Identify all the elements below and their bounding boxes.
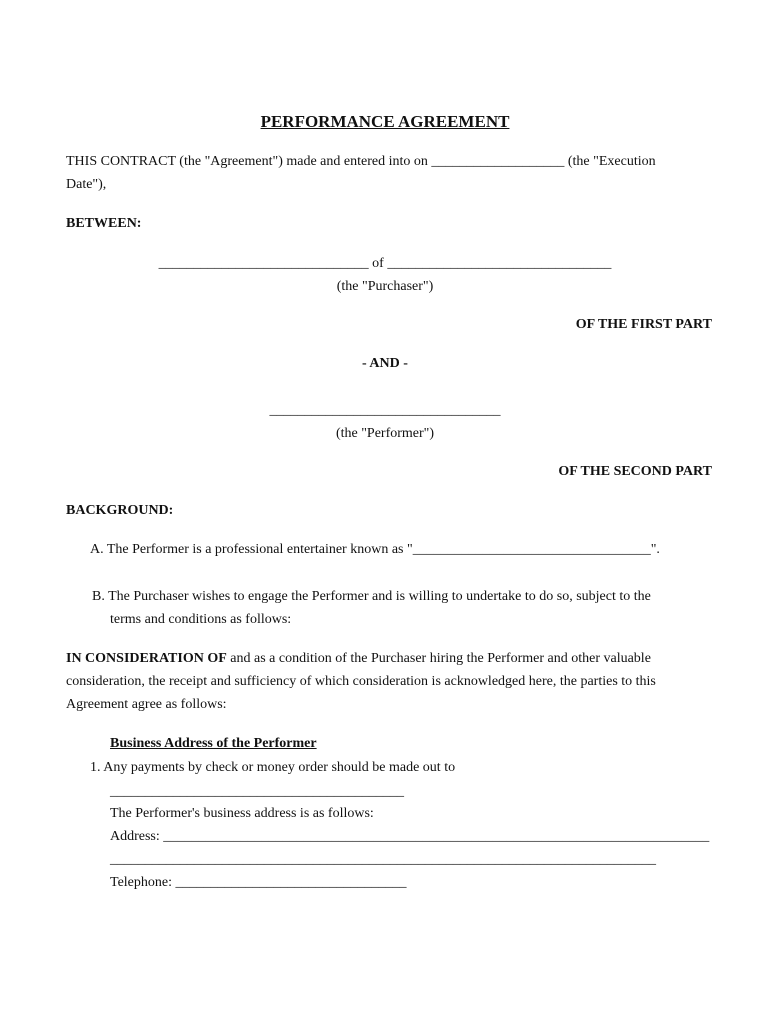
document-title: PERFORMANCE AGREEMENT xyxy=(260,112,510,131)
and-separator: - AND - xyxy=(362,356,408,371)
purchaser-label: (the "Purchaser") xyxy=(336,279,434,294)
between-heading: BETWEEN: xyxy=(66,216,142,231)
background-item-b-line-1: B. The Purchaser wishes to engage the Performer and is willing to undertake to do so, subject to the xyxy=(92,589,651,604)
address-line-2: ______________________________________________________________________________ xyxy=(110,852,656,867)
section-1-heading: Business Address of the Performer xyxy=(110,736,317,751)
second-part-label: OF THE SECOND PART xyxy=(558,464,712,479)
consideration-line-1-rest: and as a condition of the Purchaser hiring the Performer and other valuable xyxy=(226,651,651,666)
address-line-1: Address: ______________________________________________________________________________ xyxy=(110,829,710,844)
consideration-line-2: consideration, the receipt and sufficiency of which consideration is acknowledged here, the parties to this xyxy=(66,674,656,689)
payee-blank-line: __________________________________________ xyxy=(110,784,404,799)
background-heading: BACKGROUND: xyxy=(66,503,174,518)
section-1-item-1: 1. Any payments by check or money order should be made out to xyxy=(90,760,456,775)
consideration-line-3: Agreement agree as follows: xyxy=(66,697,227,712)
consideration-lead: IN CONSIDERATION OF xyxy=(66,651,227,666)
intro-line-1: THIS CONTRACT (the "Agreement") made and entered into on ___________________ (the "Execution xyxy=(66,154,656,169)
address-intro: The Performer's business address is as follows: xyxy=(110,806,374,821)
purchaser-blank-line: ______________________________ of ________________________________ xyxy=(158,256,612,271)
consideration-line-1 xyxy=(66,650,651,668)
background-item-a: A. The Performer is a professional entertainer known as "__________________________________". xyxy=(90,542,660,557)
background-item-b-line-2: terms and conditions as follows: xyxy=(110,612,292,627)
intro-line-2: Date"), xyxy=(66,177,107,192)
telephone-line: Telephone: _________________________________ xyxy=(110,875,407,890)
performer-label: (the "Performer") xyxy=(335,426,435,441)
first-part-label: OF THE FIRST PART xyxy=(575,317,712,332)
performer-blank-line: _________________________________ xyxy=(269,403,501,418)
